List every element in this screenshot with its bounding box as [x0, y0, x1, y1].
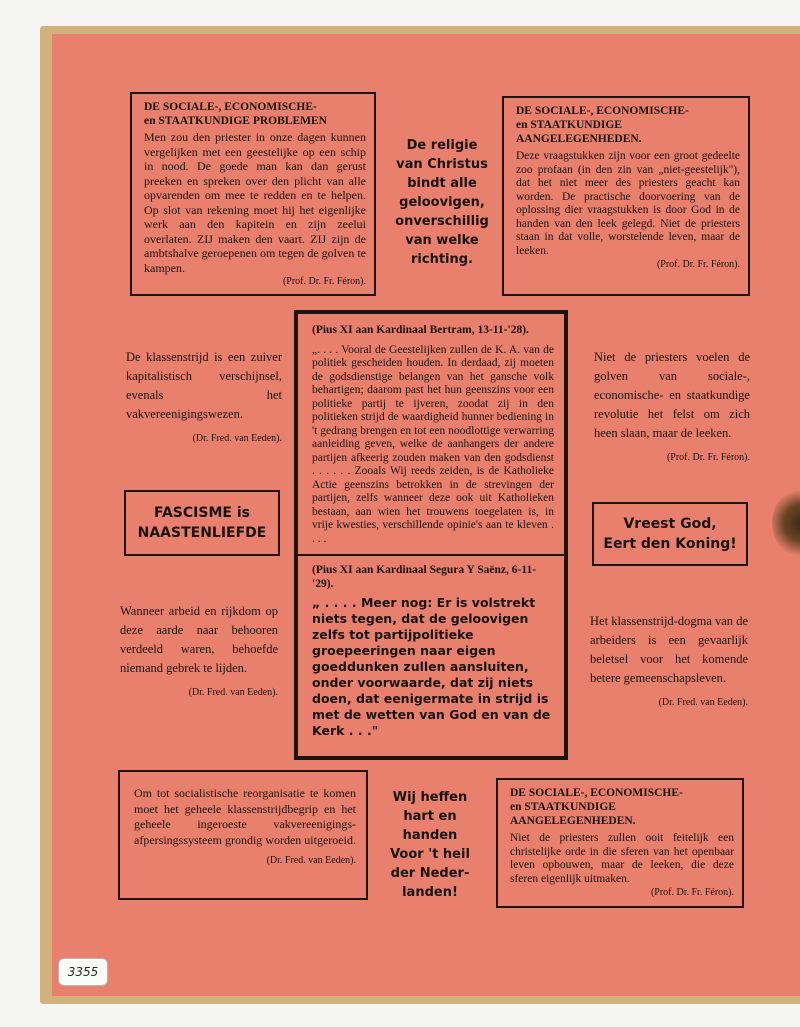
- quote-text: De klassenstrijd is een zuiver kapitalistisch verschijnsel, evenals het vakvereenigingswezen.: [126, 350, 282, 421]
- slogan-line: NAASTENLIEFDE: [137, 525, 267, 541]
- slogan-line: hart en: [403, 809, 457, 824]
- box-text: Men zou den priester in onze dagen kunnen vergelijken met een geestelijke op een schip in nood. De goede man kan dan gerust preeken en spreken over den plicht van alle opvarenden om mee te redden en te helpen. Op slot van rekening moet hij het eigenlijke werk aan den kapitein en zijn zeelui overlaten. ZIJ maken den vaart. ZIJ zijn de ambtshalve geroepenen om tegen de golven te kampen.: [144, 130, 366, 275]
- slogan-line: FASCISME is: [154, 505, 250, 521]
- slogan-line: onverschillig: [395, 214, 489, 229]
- slogan-fascisme: [124, 490, 280, 556]
- citation: (Prof. Dr. Fr. Féron).: [282, 276, 366, 287]
- quote-arbeid-rijkdom: [120, 602, 278, 699]
- quote-priesters: [594, 348, 750, 464]
- box-text: Niet de priesters zullen ooit feitelijk een christelijke orde in die sferen van het openbaar leven opbouwen, maar de leeken, die deze sferen eigenlijk uitmaken.: [510, 832, 734, 885]
- quote-text: Het klassenstrijd-dogma van de arbeiders is een gevaarlijk beletsel voor het komende betere gemeenschapsleven.: [590, 614, 748, 685]
- box-affairs-top: [502, 96, 750, 296]
- box-heading: DE SOCIALE-, ECONOMISCHE-: [510, 787, 683, 799]
- slogan-line: der Neder-: [390, 866, 470, 881]
- box-affairs-bottom: [496, 778, 744, 908]
- box-text: Deze vraagstukken zijn voor een groot gedeelte zoo profaan (in den zin van „niet-geestelijk"), dat het niet meer des priesters geacht kan worden. De practische doorvoering van de oplossing dier vraagstukken is door God in de handen van den leek gelegd. Niet de priesters staan in dat volle, worstelende leven, maar de leeken.: [516, 150, 740, 257]
- slogan-line: van welke: [405, 233, 479, 248]
- citation: (Dr. Fred. van Eeden).: [188, 687, 278, 698]
- slogan-line: richting.: [411, 252, 473, 267]
- divider: [298, 554, 564, 556]
- slogan-wij-heffen: [370, 788, 490, 902]
- citation: (Dr. Fred. van Eeden).: [658, 697, 748, 708]
- slogan-line: Wij heffen: [392, 790, 468, 805]
- box-reorganisatie: [118, 770, 368, 900]
- slogan-line: Vreest God,: [623, 516, 717, 532]
- box-heading: DE SOCIALE-, ECONOMISCHE-: [144, 101, 317, 113]
- slogan-line: van Christus: [396, 157, 488, 172]
- box-heading: en STAATKUNDIGE: [516, 119, 622, 131]
- slogan-line: Eert den Koning!: [603, 536, 737, 552]
- quote-klassenstrijd: [126, 348, 282, 445]
- box-heading: en STAATKUNDIGE PROBLEMEN: [144, 115, 327, 127]
- slogan-line: bindt alle: [407, 176, 477, 191]
- quote-text: Niet de priesters voelen de golven van sociale-, economische- en staatkundige revolutie het felst om zich heen slaan, maar de leeken.: [594, 350, 750, 440]
- inventory-sticker: 3355: [58, 958, 108, 986]
- slogan-line: handen: [402, 828, 458, 843]
- slogan-line: landen!: [402, 885, 458, 900]
- quote-text: „ . . . . Meer nog: Er is volstrekt niets tegen, dat de geloovigen zelfs tot partijpolitieke groepeeringen naar eigen goeddunken zullen aansluiten, onder voorwaarde, dat zij niets doen, dat eenigermate in strijd is met de wetten van God en van de Kerk . . .": [312, 595, 551, 738]
- box-heading: DE SOCIALE-, ECONOMISCHE-: [516, 105, 689, 117]
- slogan-line: De religie: [406, 138, 478, 153]
- citation: (Prof. Dr. Fr. Féron).: [656, 259, 740, 270]
- citation: (Prof. Dr. Fr. Féron).: [666, 452, 750, 463]
- slogan-line: geloovigen,: [399, 195, 485, 210]
- citation: (Dr. Fred. van Eeden).: [266, 855, 356, 866]
- slogan-line: Voor 't heil: [390, 847, 470, 862]
- slogan-vreest-god: [592, 502, 748, 566]
- quote-reference: (Pius XI aan Kardinaal Segura Y Saënz, 6-11-'29).: [312, 564, 537, 590]
- pius-quote-box: [294, 310, 568, 760]
- slogan-religie: [382, 136, 502, 269]
- box-text: Om tot socialistische reorganisatie te komen moet het geheele klassenstrijdbegrip en het geheele ingeroeste vakvereenigings-afpersingssysteem grondig worden uitgeroeid.: [134, 786, 356, 847]
- box-social-problems: [130, 92, 376, 296]
- box-heading: AANGELEGENHEDEN.: [516, 133, 642, 145]
- quote-text: Wanneer arbeid en rijkdom op deze aarde naar behooren verdeeld waren, behoefde niemand gebrek te lijden.: [120, 604, 278, 675]
- quote-dogma: [590, 612, 748, 709]
- citation: (Prof. Dr. Fr. Féron).: [650, 887, 734, 898]
- box-heading: en STAATKUNDIGE: [510, 801, 616, 813]
- quote-reference: (Pius XI aan Kardinaal Bertram, 13-11-'28).: [312, 324, 529, 336]
- box-heading: AANGELEGENHEDEN.: [510, 815, 636, 827]
- quote-text: „. . . . Vooral de Geestelijken zullen de K. A. van de politiek gescheiden houden. In derdaad, zij moeten de godsdienstige belangen van het gansche volk behartigen; daarom past het hun geenszins voor een politieke partij te ijveren, zoodat zij in den politieken strijd de waardigheid hunner bediening in 't gedrang brengen en tot een noodlottige verwarring aanleiding geven, welke de aanhangers der andere partijen afkeerig zouden maken van den godsdienst . . . . . . Zooals Wij reeds zeiden, is de Katholieke Actie geenszins betrokken in de strevingen der partijen, zelfs wanneer deze ook uit Katholieken bestaan, aan wien het trouwens toegelaten is, in vrije kwesties, verschillende opinie's aan te kleven . . . .: [312, 343, 554, 545]
- citation: (Dr. Fred. van Eeden).: [192, 433, 282, 444]
